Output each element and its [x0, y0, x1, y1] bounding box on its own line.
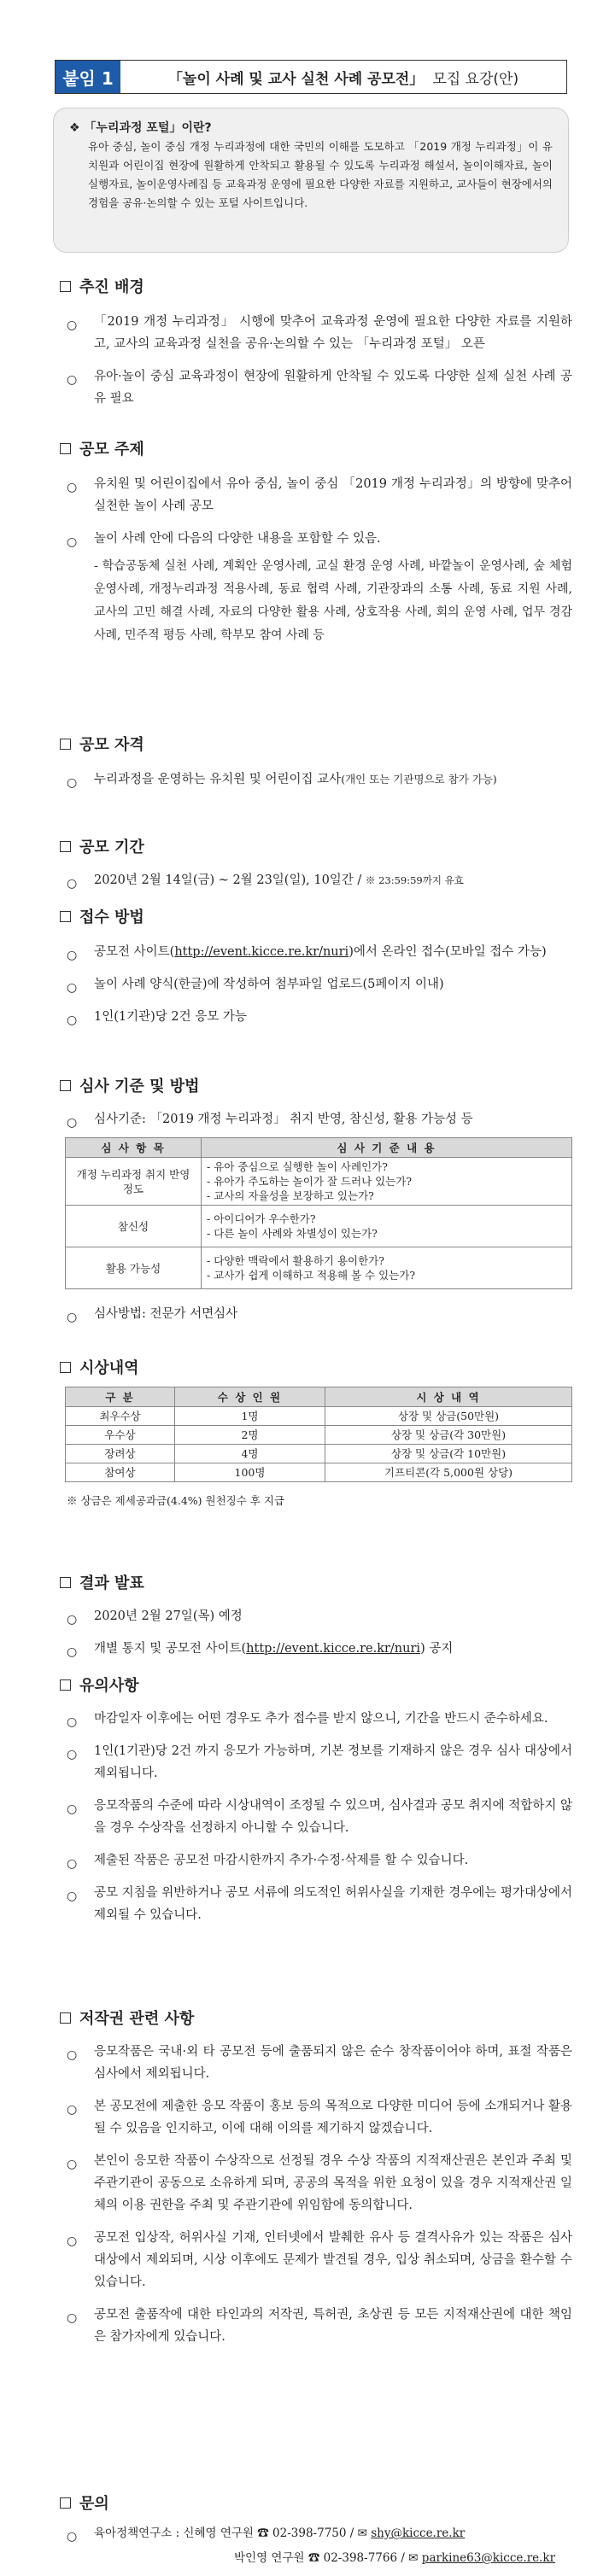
contact-line: 박인영 연구원 ☎ 02-398-7766 / ✉ parkine63@kicce.re.kr: [234, 2551, 556, 2565]
checkbox-icon: [60, 841, 71, 852]
section-background: [60, 275, 572, 410]
awards-note: ※ 상금은 제세공과금(4.4%) 원천징수 후 지급: [67, 1494, 285, 1507]
circle-bullet-icon: ○: [67, 481, 78, 494]
list-item: ○ 놀이 사례 양식(한글)에 작성하여 첨부파일 업로드(5페이지 이내): [60, 973, 572, 996]
list-item: ○ 2020년 2월 14일(금) ~ 2월 23일(일), 10일간 / ※ 23:59:59까지 유효: [60, 869, 572, 891]
list-item: ○ 공모 지침을 위반하거나 공모 서류에 의도적인 허위사실을 기재한 경우에는 평가대상에서 제외될 수 있습니다.: [67, 1886, 572, 1922]
awards-table: 구 분 수 상 인 원 시 상 내 역 최우수상 1명 상장 및 상금(50만원) 우수상 2명 상장 및 상금(각 30만원) 장려상 4명 상장 및 상금(각 10만원) 참여상 100명 기프티콘(각 5,000원 상당): [65, 1387, 572, 1482]
list-item: ○ 1인(1기관)당 2건 까지 응모가 가능하며, 기본 정보를 기재하지 않은 경우 심사 대상에서 제외됩니다.: [67, 1744, 572, 1780]
checkbox-icon: [60, 2497, 71, 2509]
section-submission: [60, 905, 572, 1028]
table-row: 개정 누리과정 취지 반영 정도 - 유아 중심으로 실행한 놀이 사례인가? - 유아가 주도하는 놀이가 잘 드러나 있는가? - 교사의 자율성을 보장하고 있는가?: [66, 1158, 572, 1206]
contest-site-link[interactable]: http://event.kicce.re.kr/nuri: [246, 1642, 421, 1656]
section-title: 시상내역: [79, 1359, 139, 1377]
title-bar: [55, 60, 567, 94]
section-title: 문의: [79, 2495, 109, 2513]
table-row: 활용 가능성 - 다양한 맥락에서 활용하기 용이한가? - 교사가 쉽게 이해하고 적용해 볼 수 있는가?: [66, 1247, 572, 1289]
list-item: ○ 응모작품은 국내·외 타 공모전 등에 출품되지 않은 순수 창작품이어야 하며, 표절 작품은 심사에서 제외됩니다.: [67, 2045, 572, 2081]
list-item: ○ 1인(1기관)당 2건 응모 가능: [60, 1006, 572, 1028]
section-title: 심사 기준 및 방법: [79, 1078, 200, 1095]
circle-bullet-icon: ○: [67, 318, 78, 332]
circle-bullet-icon: ○: [67, 1890, 78, 1903]
checkbox-icon: [60, 911, 71, 922]
section-title: 공모 자격: [79, 736, 144, 754]
email-link[interactable]: shy@kicce.re.kr: [371, 2526, 466, 2540]
checkbox-icon: [60, 1679, 71, 1691]
circle-bullet-icon: ○: [67, 2048, 78, 2062]
circle-bullet-icon: ○: [67, 1715, 78, 1729]
list-item: ○ 본인이 응모한 작품이 수상작으로 선정될 경우 수상 작품의 지적재산권은 본인과 주최 및 주관기관이 공동으로 소유하게 되며, 공공의 목적을 위한 요청이 있을 경우 지적재산권 일체의 이용 권한을 주최 및 주관기관에 위임함에 동의합니다.: [67, 2154, 572, 2212]
circle-bullet-icon: ○: [67, 2530, 78, 2544]
section-eligibility: [60, 733, 572, 791]
circle-bullet-icon: ○: [67, 2234, 78, 2248]
list-item: ○ 유치원 및 어린이집에서 유아 중심, 놀이 중심 「2019 개정 누리과정」의 방향에 맞추어 실천한 놀이 사례 공모: [67, 477, 572, 513]
circle-bullet-icon: ○: [67, 1013, 78, 1027]
list-item: ○ 마감일자 이후에는 어떤 경우도 추가 접수를 받지 않으니, 기간을 반드시 준수하세요.: [60, 1708, 572, 1730]
section-title: 유의사항: [79, 1677, 139, 1695]
section-title: 접수 방법: [79, 908, 144, 926]
circle-bullet-icon: ○: [67, 1748, 78, 1761]
circle-bullet-icon: ○: [67, 1802, 78, 1816]
circle-bullet-icon: ○: [67, 1857, 78, 1871]
section-contact: [60, 2491, 572, 2568]
circle-bullet-icon: ○: [67, 877, 78, 891]
circle-bullet-icon: ○: [67, 949, 78, 962]
judging-table: 심 사 항 목 심 사 기 준 내 용 개정 누리과정 취지 반영 정도 - 유아 중심으로 실행한 놀이 사례인가? - 유아가 주도하는 놀이가 잘 드러나 있는가? - 교사의 자율성을 보장하고 있는가? 참신성 - 아이디어가 우수한가? - 다른 놀이 사례와 차별성이 있는가? 활용 가능성 - 다양한 맥락에서 활용하기 용이한가? - 교사가 쉽게 이해하고 적용해 볼 수 있는가?: [65, 1137, 572, 1289]
circle-bullet-icon: ○: [67, 535, 78, 549]
list-item: ○ 2020년 2월 27일(목) 예정: [60, 1605, 572, 1627]
section-title: 공모 주제: [79, 441, 144, 459]
circle-bullet-icon: ○: [67, 776, 78, 790]
list-item: ○ 유아·놀이 중심 교육과정이 현장에 원활하게 안착될 수 있도록 다양한 실제 실천 사례 공유 필요: [67, 370, 572, 406]
list-item: ○ 응모작품의 수준에 따라 시상내역이 조정될 수 있으며, 심사결과 공모 취지에 적합하지 않을 경우 수상작을 선정하지 아니할 수 있습니다.: [67, 1799, 572, 1835]
section-title: 공모 기간: [79, 838, 144, 856]
list-item: ○ 제출된 작품은 공모전 마감시한까지 추가·수정·삭제를 할 수 있습니다.: [60, 1849, 572, 1872]
circle-bullet-icon: ○: [67, 1645, 78, 1659]
section-title: 추진 배경: [79, 278, 144, 296]
email-link[interactable]: parkine63@kicce.re.kr: [421, 2551, 556, 2565]
list-item: ○ 「2019 개정 누리과정」 시행에 맞추어 교육과정 운영에 필요한 다양한 자료를 지원하고, 교사의 교육과정 실천을 공유·논의할 수 있는 「누리과정 포털」 오픈: [67, 315, 572, 351]
list-item: ○ 공모전 출품작에 대한 타인과의 저작권, 특허권, 초상권 등 모든 지적재산권에 대한 책임은 참가자에게 있습니다.: [67, 2308, 572, 2344]
circle-bullet-icon: ○: [67, 1613, 78, 1627]
list-item: ○ 놀이 사례 안에 다음의 다양한 내용을 포함할 수 있음.: [60, 528, 572, 550]
intro-box: [53, 108, 569, 253]
checkbox-icon: [60, 443, 71, 454]
table-row: 우수상 2명 상장 및 상금(각 30만원): [66, 1426, 572, 1445]
table-row: 참여상 100명 기프티콘(각 5,000원 상당): [66, 1463, 572, 1482]
list-item: ○ 공모전 사이트(http://event.kicce.re.kr/nuri)에서 온라인 접수(모바일 접수 가능): [60, 941, 572, 963]
circle-bullet-icon: ○: [67, 1311, 78, 1324]
circle-bullet-icon: ○: [67, 2103, 78, 2117]
circle-bullet-icon: ○: [67, 2311, 78, 2325]
page-title: 「놀이 사례 및 교사 실천 사례 공모전」 모집 요강(안): [167, 70, 519, 88]
list-item: ○ 누리과정을 운영하는 유치원 및 어린이집 교사(개인 또는 기관명으로 참가 가능): [60, 768, 572, 791]
circle-bullet-icon: ○: [67, 2158, 78, 2171]
section-judging: [60, 1074, 572, 1325]
contest-site-link[interactable]: http://event.kicce.re.kr/nuri: [174, 945, 349, 959]
section-awards: [60, 1356, 572, 1508]
checkbox-icon: [60, 1080, 71, 1091]
checkbox-icon: [60, 281, 71, 292]
table-row: 장려상 4명 상장 및 상금(각 10만원): [66, 1445, 572, 1463]
section-title: 결과 발표: [79, 1574, 144, 1592]
list-item: ○ 본 공모전에 제출한 응모 작품이 홍보 등의 목적으로 다양한 미디어 등에 소개되거나 활용될 수 있음을 인지하고, 이에 대해 이의를 제기하지 않겠습니다.: [67, 2100, 572, 2135]
list-item: ○ 심사기준: 「2019 개정 누리과정」 취지 반영, 참신성, 활용 가능성 등: [60, 1108, 572, 1130]
table-row: 참신성 - 아이디어가 우수한가? - 다른 놀이 사례와 차별성이 있는가?: [66, 1206, 572, 1247]
theme-examples: - 학습공동체 실천 사례, 계획안 운영사례, 교실 환경 운영 사례, 바깥놀이 운영사례, 숲 체험 운영사례, 개정누리과정 적용사례, 동료 협력 사례, 기관장과의 소통 사례, 동료 지원 사례, 교사의 고민 해결 사례, 자료의 다양한 활용 사례, 상호작용 사례, 회의 운영 사례, 업무 경감 사례, 민주적 평등 사례, 학부모 참여 사례 등: [94, 559, 572, 642]
list-item: ○ 개별 통지 및 공모전 사이트(http://event.kicce.re.kr/nuri) 공지: [60, 1638, 572, 1660]
circle-bullet-icon: ○: [67, 1116, 78, 1130]
section-theme: [60, 437, 572, 647]
checkbox-icon: [60, 2012, 71, 2024]
intro-body: 유아 중심, 놀이 중심 개정 누리과정에 대한 국민의 이해를 도모하고 「2019 개정 누리과정」이 유치원과 어린이집 현장에 원활하게 안착되고 활용될 수 있도록 누리과정 해설서, 놀이이해자료, 놀이실행자료, 놀이운영사례집 등 교육과정 운영에 필요한 다양한 자료를 지원하고, 교사들이 현장에서의 경험을 공유·논의할 수 있는 포털 사이트입니다.: [88, 140, 553, 209]
checkbox-icon: [60, 1577, 71, 1588]
list-item: ○ 공모전 입상작, 허위사실 기재, 인터넷에서 발췌한 유사 등 결격사유가 있는 작품은 심사 대상에서 제외되며, 시상 이후에도 문제가 발견될 경우, 입상 취소되며, 상금을 환수할 수 있습니다.: [67, 2231, 572, 2289]
contact-line: ○ 육아정책연구소 : 신혜영 연구원 ☎ 02-398-7750 / ✉ shy@kicce.re.kr: [60, 2522, 572, 2544]
section-results: [60, 1571, 572, 1660]
table-row: 최우수상 1명 상장 및 상금(50만원): [66, 1407, 572, 1426]
list-item: ○ 심사방법: 전문가 서면심사: [60, 1303, 572, 1325]
circle-bullet-icon: ○: [67, 981, 78, 995]
section-copyright: [60, 2006, 572, 2348]
section-title: 저작권 관련 사항: [79, 2010, 195, 2028]
section-notes: [60, 1674, 572, 1926]
attachment-tag: 붙임 1: [56, 61, 120, 93]
checkbox-icon: [60, 739, 71, 750]
intro-heading: ❖ 「누리과정 포털」이란?: [69, 121, 212, 135]
section-period: [60, 835, 572, 891]
circle-bullet-icon: ○: [67, 373, 78, 387]
checkbox-icon: [60, 1362, 71, 1373]
